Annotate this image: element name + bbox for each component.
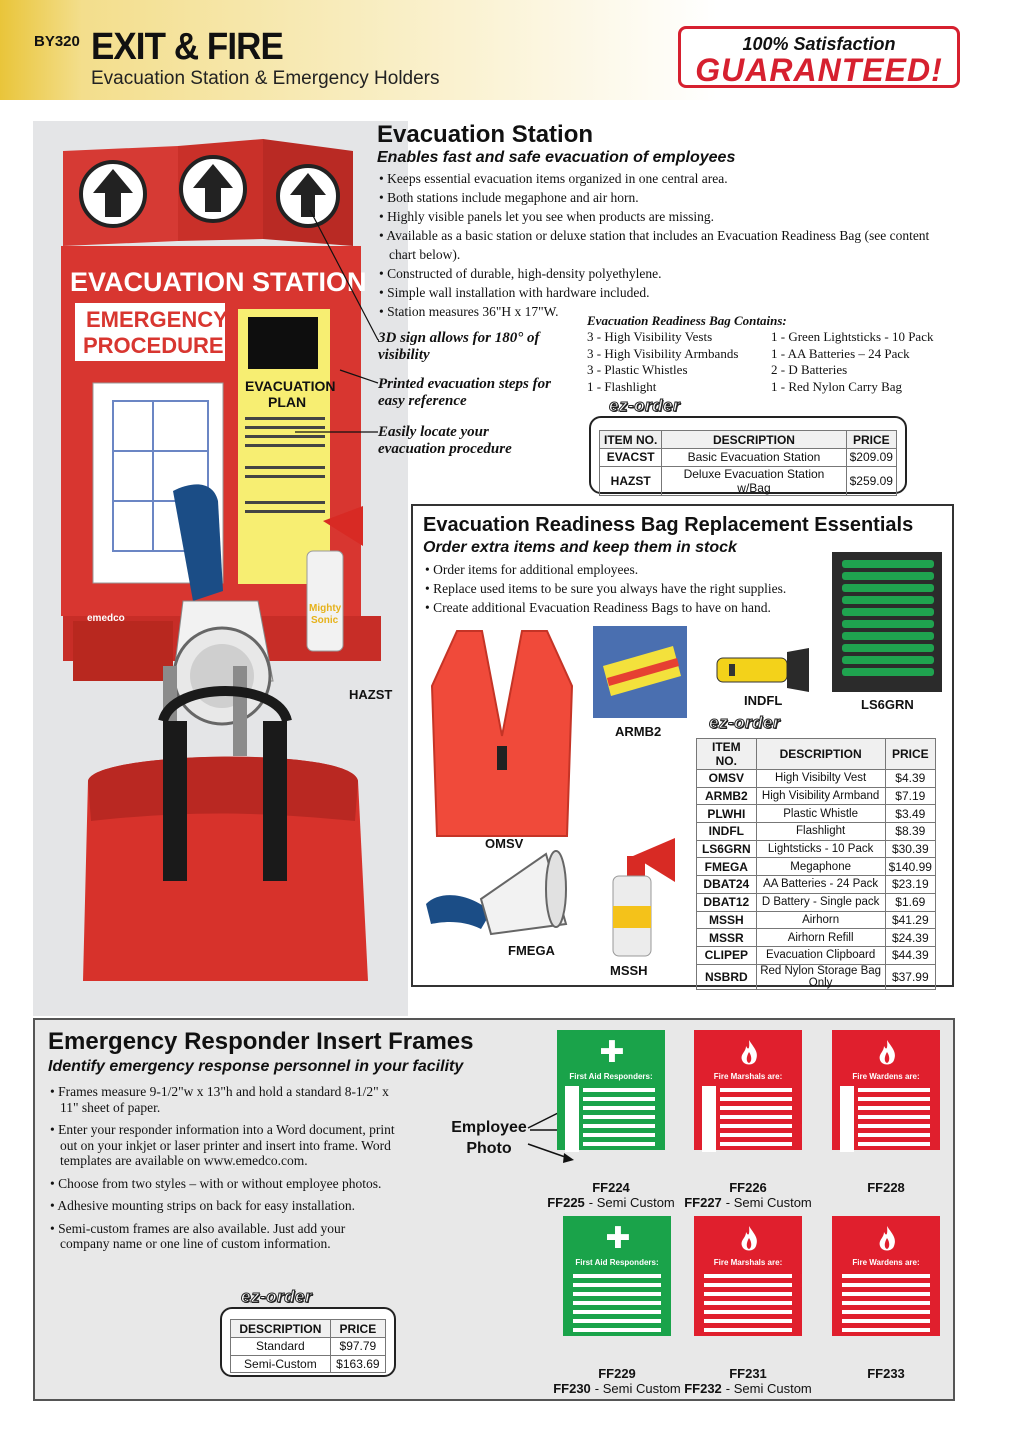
price: $97.79: [330, 1338, 385, 1356]
frame-line: [720, 1115, 792, 1119]
col-header: PRICE: [846, 431, 896, 449]
table-row: [231, 1355, 386, 1373]
table-row: [697, 876, 936, 894]
photo-placeholder: [565, 1128, 579, 1152]
col-header: DESCRIPTION: [662, 431, 846, 449]
price: $37.99: [885, 964, 935, 989]
frame-code-label: [674, 1180, 822, 1210]
svg-text:EVACUATION: EVACUATION: [245, 378, 336, 394]
frame-line: [573, 1310, 661, 1314]
price: $259.09: [846, 466, 896, 495]
frame-title: Fire Wardens are:: [852, 1258, 920, 1267]
frame-line: [842, 1274, 930, 1278]
col-header: ITEM NO.: [697, 739, 757, 770]
semi-custom-code: FF227: [684, 1195, 722, 1210]
price: $44.39: [885, 946, 935, 964]
semi-custom-code: FF232: [684, 1381, 722, 1396]
col-header: PRICE: [330, 1320, 385, 1338]
photo-placeholder: [840, 1128, 854, 1152]
frame-line: [583, 1097, 655, 1101]
frame-line: [704, 1292, 792, 1296]
bag-item: 1 - Flashlight: [587, 378, 657, 394]
col-header: ITEM NO.: [600, 431, 662, 449]
first-aid-cross-icon: ✚: [605, 1221, 631, 1256]
table-row: [600, 449, 897, 467]
bag-contents-right: [771, 329, 933, 395]
armband-image: [593, 626, 687, 718]
price: $4.39: [885, 770, 935, 788]
frame-line: [583, 1115, 655, 1119]
semi-custom-suffix: - Semi Custom: [725, 1381, 812, 1396]
frame-code-label: [543, 1366, 691, 1396]
table-row: [697, 787, 936, 805]
table-row: [697, 770, 936, 788]
item-no: FMEGA: [697, 858, 757, 876]
frame-line: [704, 1328, 792, 1332]
frame-line: [720, 1088, 792, 1092]
flame-icon: [872, 1224, 902, 1254]
frames-order-box: [220, 1307, 396, 1377]
responder-frame: [832, 1216, 940, 1336]
first-aid-cross-icon: ✚: [599, 1035, 625, 1070]
insert-frames-section: [33, 1018, 955, 1401]
table-header-row: [600, 431, 897, 449]
responder-frame: [694, 1030, 802, 1150]
evac-station-order-box: [589, 416, 907, 494]
semi-custom-suffix: - Semi Custom: [594, 1381, 681, 1396]
callout-lines: [290, 200, 390, 450]
price: $8.39: [885, 823, 935, 841]
frame-line: [858, 1124, 930, 1128]
frame-code: FF228: [867, 1180, 905, 1195]
frame-line: [573, 1301, 661, 1305]
bullet: • Order items for additional employees.: [423, 560, 833, 579]
frame-line: [858, 1106, 930, 1110]
bag-item: 1 - Green Lightsticks - 10 Pack: [771, 329, 934, 344]
description: AA Batteries - 24 Pack: [756, 876, 885, 894]
bag-item: 3 - Plastic Whistles: [587, 362, 688, 377]
megaphone-image: [421, 844, 571, 954]
frame-line: [583, 1124, 655, 1128]
svg-text:PLAN: PLAN: [268, 394, 307, 410]
semi-custom-code: FF225: [547, 1195, 585, 1210]
description: High Visibilty Vest: [756, 770, 885, 788]
bag-item: 2 - D Batteries: [771, 362, 848, 377]
replacement-bullets: [423, 560, 833, 617]
table-row: [697, 946, 936, 964]
flame-icon: [872, 1038, 902, 1068]
table-row: [231, 1338, 386, 1356]
bullet: • Frames measure 9-1/2"w x 13"h and hold a standard 8-1/2" x 11" sheet of paper.: [48, 1084, 398, 1115]
table-row: [697, 823, 936, 841]
frames-price-table: [230, 1319, 386, 1373]
col-header: DESCRIPTION: [231, 1320, 331, 1338]
label-armb2: ARMB2: [615, 724, 662, 739]
replacement-order-box: [696, 738, 936, 990]
employee-photo-label: Employee Photo: [451, 1119, 527, 1157]
bullet: • Adhesive mounting strips on back for easy installation.: [48, 1198, 398, 1214]
frame-line: [704, 1319, 792, 1323]
frame-title: First Aid Responders:: [569, 1072, 653, 1081]
ez-order-logo: ez-order: [705, 713, 784, 733]
frame-code: FF226: [729, 1180, 767, 1195]
price: $209.09: [846, 449, 896, 467]
label-ls6grn: LS6GRN: [861, 697, 914, 712]
table-row: [600, 466, 897, 495]
frame-line: [704, 1310, 792, 1314]
price: $3.49: [885, 805, 935, 823]
responder-frame: [563, 1216, 671, 1336]
table-header-row: [697, 739, 936, 770]
label-fmega: FMEGA: [508, 943, 555, 958]
price: $163.69: [330, 1355, 385, 1373]
frame-line: [583, 1106, 655, 1110]
responder-frame: [832, 1030, 940, 1150]
frame-line: [842, 1319, 930, 1323]
frame-line: [573, 1292, 661, 1296]
svg-text:Sonic: Sonic: [311, 615, 339, 626]
item-no: INDFL: [697, 823, 757, 841]
label-omsv: OMSV: [485, 836, 524, 851]
evac-station-price-table: [599, 430, 897, 496]
replacement-tagline: Order extra items and keep them in stock: [423, 539, 737, 556]
frame-line: [720, 1097, 792, 1101]
bag-item: 1 - AA Batteries – 24 Pack: [771, 345, 910, 361]
bullet: • Both stations include megaphone and air horn.: [377, 188, 937, 207]
guarantee-line1: 100% Satisfaction: [742, 34, 896, 54]
label-mssh: MSSH: [610, 963, 648, 978]
responder-frame: [557, 1030, 665, 1150]
table-row: [697, 893, 936, 911]
frame-line: [583, 1088, 655, 1092]
replacement-price-table: [696, 738, 936, 990]
bullet: • Choose from two styles – with or without employee photos.: [48, 1176, 398, 1192]
bullet: • Available as a basic station or deluxe station that includes an Evacuation Readiness Bag (see content chart below).: [377, 226, 937, 264]
bag-item: 3 - High Visibility Armbands: [587, 345, 739, 361]
frame-line: [720, 1133, 792, 1137]
frame-code: FF233: [867, 1366, 905, 1381]
item-no: NSBRD: [697, 964, 757, 989]
bag-item: 3 - High Visibility Vests: [587, 329, 713, 344]
table-row: [697, 911, 936, 929]
description: High Visibility Armband: [756, 787, 885, 805]
frame-code: FF231: [729, 1366, 767, 1381]
frame-line: [720, 1124, 792, 1128]
flashlight-image: [709, 646, 819, 694]
item-no: MSSR: [697, 929, 757, 947]
description: Airhorn: [756, 911, 885, 929]
price: $23.19: [885, 876, 935, 894]
guarantee-badge: [678, 26, 960, 88]
description: Lightsticks - 10 Pack: [756, 840, 885, 858]
description: Standard: [231, 1338, 331, 1356]
price: $7.19: [885, 787, 935, 805]
ez-order-logo: ez-order: [237, 1287, 316, 1307]
frames-title: Emergency Responder Insert Frames: [48, 1028, 474, 1055]
item-no: DBAT12: [697, 893, 757, 911]
frame-title: Fire Wardens are:: [852, 1072, 920, 1081]
replacement-title: Evacuation Readiness Bag Replacement Essentials: [423, 514, 914, 536]
svg-text:EVACUATION STATION: EVACUATION STATION: [70, 267, 367, 297]
evac-station-title: Evacuation Station: [377, 121, 594, 148]
frames-tagline: Identify emergency response personnel in your facility: [48, 1058, 464, 1075]
frame-line: [573, 1328, 661, 1332]
page-subtitle: Evacuation Station & Emergency Holders: [91, 68, 440, 89]
frame-line: [842, 1292, 930, 1296]
frame-code-label: [812, 1180, 960, 1195]
table-row: [697, 805, 936, 823]
frame-line: [573, 1319, 661, 1323]
frame-line: [720, 1106, 792, 1110]
vest-image: [427, 626, 577, 841]
frame-title: Fire Marshals are:: [713, 1072, 783, 1081]
svg-text:PROCEDURE: PROCEDURE: [83, 333, 224, 358]
svg-text:Mighty: Mighty: [309, 603, 342, 614]
frame-code: FF229: [598, 1366, 636, 1381]
responder-frame: [694, 1216, 802, 1336]
frame-line: [704, 1301, 792, 1305]
lightsticks-image: [832, 552, 942, 692]
description: Evacuation Clipboard: [756, 946, 885, 964]
table-row: [697, 964, 936, 989]
evac-station-bullets: [377, 169, 937, 321]
col-header: PRICE: [885, 739, 935, 770]
page-code: BY320: [34, 33, 80, 50]
flame-icon: [734, 1224, 764, 1254]
item-no: HAZST: [600, 466, 662, 495]
bullet: • Highly visible panels let you see when products are missing.: [377, 207, 937, 226]
frame-code-label: [674, 1366, 822, 1396]
frame-line: [858, 1088, 930, 1092]
bullet: • Semi-custom frames are also available. Just add your company name or one line of custom information.: [48, 1221, 398, 1252]
frame-title: First Aid Responders:: [575, 1258, 659, 1267]
frame-line: [842, 1328, 930, 1332]
svg-text:emedco: emedco: [87, 613, 125, 624]
item-no: LS6GRN: [697, 840, 757, 858]
bag-contents-left: [587, 329, 738, 395]
item-no: OMSV: [697, 770, 757, 788]
table-row: [697, 840, 936, 858]
frame-line: [573, 1283, 661, 1287]
col-header: DESCRIPTION: [756, 739, 885, 770]
frame-line: [858, 1115, 930, 1119]
table-row: [697, 858, 936, 876]
frame-line: [573, 1274, 661, 1278]
replacement-section: [411, 504, 954, 987]
guarantee-line2: GUARANTEED!: [695, 52, 943, 88]
table-header-row: [231, 1320, 386, 1338]
description: Plastic Whistle: [756, 805, 885, 823]
price: $1.69: [885, 893, 935, 911]
page-title: EXIT & FIRE: [91, 26, 283, 68]
price: $41.29: [885, 911, 935, 929]
price: $24.39: [885, 929, 935, 947]
flame-icon: [734, 1038, 764, 1068]
frame-line: [858, 1133, 930, 1137]
frame-line: [842, 1310, 930, 1314]
callout-locate-procedure: Easily locate your evacuation procedure: [378, 424, 512, 457]
photo-placeholder: [702, 1128, 716, 1152]
label-indfl: INDFL: [744, 693, 783, 708]
ez-order-logo: ez-order: [605, 396, 684, 416]
semi-custom-suffix: - Semi Custom: [588, 1195, 675, 1210]
frame-code-label: [812, 1366, 960, 1381]
frames-bullets: [48, 1084, 398, 1259]
frame-line: [720, 1142, 792, 1146]
frame-line: [858, 1097, 930, 1101]
bullet: • Keeps essential evacuation items organized in one central area.: [377, 169, 937, 188]
frame-line: [842, 1301, 930, 1305]
bullet: • Enter your responder information into a Word document, print out on your inkjet or laser printer and insert into frame. Word templates are available on www.emedco.com.: [48, 1122, 398, 1169]
description: Airhorn Refill: [756, 929, 885, 947]
description: Red Nylon Storage Bag Only: [756, 964, 885, 989]
frame-title: Fire Marshals are:: [713, 1258, 783, 1267]
photo-label-hazst: HAZST: [349, 687, 393, 702]
frame-line: [842, 1283, 930, 1287]
item-no: EVACST: [600, 449, 662, 467]
description: Basic Evacuation Station: [662, 449, 846, 467]
bullet: • Constructed of durable, high-density polyethylene.: [377, 264, 937, 283]
item-no: PLWHI: [697, 805, 757, 823]
description: Deluxe Evacuation Station w/Bag: [662, 466, 846, 495]
callout-printed-steps: Printed evacuation steps for easy reference: [378, 376, 551, 409]
frame-code: FF224: [592, 1180, 630, 1195]
frame-line: [704, 1274, 792, 1278]
price: $140.99: [885, 858, 935, 876]
item-no: ARMB2: [697, 787, 757, 805]
frame-line: [583, 1142, 655, 1146]
bullet: • Create additional Evacuation Readiness Bags to have on hand.: [423, 598, 833, 617]
frame-code-label: [537, 1180, 685, 1210]
frame-line: [858, 1142, 930, 1146]
evac-station-tagline: Enables fast and safe evacuation of employees: [377, 149, 736, 166]
bag-contents-title: Evacuation Readiness Bag Contains:: [587, 313, 787, 328]
description: Flashlight: [756, 823, 885, 841]
bag-item: 1 - Red Nylon Carry Bag: [771, 378, 903, 394]
item-no: CLIPEP: [697, 946, 757, 964]
item-no: DBAT24: [697, 876, 757, 894]
callout-3d-sign: 3D sign allows for 180° of visibility: [378, 330, 540, 363]
description: Megaphone: [756, 858, 885, 876]
table-row: [697, 929, 936, 947]
bullet: • Replace used items to be sure you always have the right supplies.: [423, 579, 833, 598]
airhorn-image: [603, 836, 683, 961]
bullet: • Station measures 36"H x 17"W.: [377, 302, 937, 321]
frame-line: [583, 1133, 655, 1137]
semi-custom-suffix: - Semi Custom: [725, 1195, 812, 1210]
item-no: MSSH: [697, 911, 757, 929]
description: D Battery - Single pack: [756, 893, 885, 911]
price: $30.39: [885, 840, 935, 858]
description: Semi-Custom: [231, 1355, 331, 1373]
svg-text:EMERGENCY: EMERGENCY: [86, 307, 228, 332]
bullet: • Simple wall installation with hardware included.: [377, 283, 937, 302]
semi-custom-code: FF230: [553, 1381, 591, 1396]
frame-line: [704, 1283, 792, 1287]
